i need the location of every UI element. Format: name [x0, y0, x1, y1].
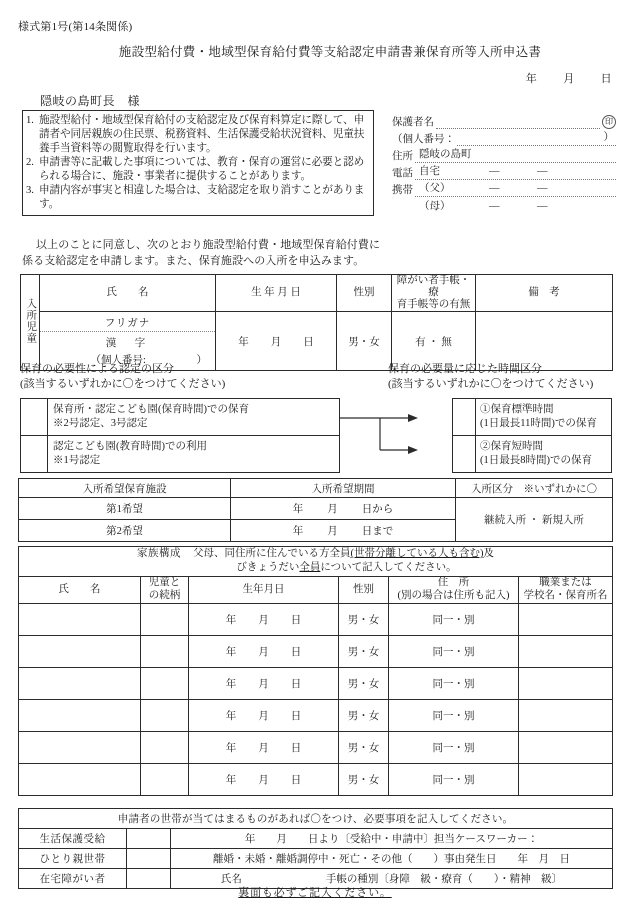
category-left-checkbox-1[interactable] — [21, 399, 48, 436]
family-dob-cell[interactable] — [189, 763, 339, 795]
guardian-mobile-label: 携帯 — [392, 185, 413, 196]
category-left-text-1-line1: 保育所・認定こども園(保育時間)での保育 — [53, 403, 249, 415]
tel-dash-2: ― — [537, 166, 548, 177]
household-head-row — [19, 809, 613, 829]
note-item-2 — [26, 156, 369, 184]
family-header-relation-line1: 児童と — [148, 577, 181, 589]
wish-period-to-day: 日まで — [361, 526, 394, 537]
family-sex-cell[interactable]: 男・女 — [339, 699, 389, 731]
table-row — [19, 763, 613, 795]
household-row-welfare — [19, 829, 613, 849]
family-address-cell[interactable]: 同一・別 — [389, 667, 519, 699]
guardian-address-input[interactable] — [415, 149, 616, 163]
guardian-mynumber-input[interactable] — [457, 132, 616, 146]
family-occupation-cell[interactable] — [519, 603, 613, 635]
household-value-welfare[interactable]: 年 月 日より〔受給中・申請中〕担当ケースワーカー： — [171, 829, 613, 849]
family-header-relation — [141, 576, 189, 603]
note-item-1 — [26, 114, 369, 156]
wish-header-facility: 入所希望保育施設 — [19, 479, 231, 498]
guardian-mobile-mother-row — [392, 197, 616, 214]
family-note-line1-underline: (世帯分離している人も含む) — [350, 548, 484, 559]
category-right-text-1-line2: (1日最長11時間)での保育 — [480, 418, 597, 429]
family-address-cell[interactable]: 同一・別 — [389, 603, 519, 635]
family-address-cell[interactable]: 同一・別 — [389, 731, 519, 763]
family-dob-month: 月 — [258, 678, 269, 690]
family-header-occupation-line2: 学校名・保育所名 — [523, 589, 608, 601]
family-header-address-line2: (別の場合は住所も記入) — [397, 589, 510, 601]
guardian-address-row — [392, 146, 616, 163]
guardian-address-label: 住所 — [392, 151, 413, 162]
family-header-name: 氏 名 — [19, 576, 141, 603]
child-table — [20, 274, 612, 371]
family-relation-cell[interactable] — [141, 699, 189, 731]
guardian-mobile-mother-label: （母） — [419, 201, 451, 212]
family-dob-day: 日 — [290, 646, 302, 658]
category-connector-arrows — [340, 398, 454, 468]
guardian-name-label: 保護者名 — [392, 117, 434, 128]
guardian-mynumber-label: （個人番号： — [392, 134, 455, 145]
child-header-handbook-line2: 育手帳等の有無 — [396, 299, 471, 311]
family-sex-cell[interactable]: 男・女 — [339, 603, 389, 635]
mobile-father-dash-2: ― — [537, 183, 548, 194]
note-number-1: 1. — [26, 115, 34, 126]
category-right-text-2-line2: (1日最長8時間)での保育 — [480, 455, 592, 466]
child-header-dob: 生 年 月 日 — [216, 275, 337, 312]
family-dob-cell[interactable] — [189, 603, 339, 635]
wish-header-row — [19, 479, 613, 498]
consent-line-2: 係る支給認定を申請します。また、保育施設への入所を申込みます。 — [22, 254, 365, 267]
family-note-line2-a: びきょうだい — [236, 562, 300, 574]
guardian-mobile-mother-input[interactable] — [415, 201, 616, 214]
date-year-label: 年 — [525, 73, 538, 85]
child-table-header-row — [21, 275, 613, 312]
form-number: 様式第1号(第14条関係) — [18, 21, 133, 33]
family-header-address — [389, 576, 519, 603]
family-occupation-cell[interactable] — [519, 763, 613, 795]
child-header-name: 氏 名 — [40, 275, 216, 312]
wish-period-to-year: 年 — [292, 526, 304, 537]
date-day-label: 日 — [600, 73, 612, 85]
family-dob-month: 月 — [258, 774, 269, 786]
guardian-mynumber-close: ） — [603, 132, 614, 143]
child-dob-month: 月 — [270, 336, 282, 348]
child-kanji-label: 漢 字 — [105, 338, 150, 350]
family-note-line2-b: について記入してください。 — [320, 562, 457, 574]
family-rows-body — [19, 603, 613, 795]
child-dob-year: 年 — [238, 336, 249, 348]
family-address-cell[interactable]: 同一・別 — [389, 635, 519, 667]
family-occupation-cell[interactable] — [519, 699, 613, 731]
family-occupation-cell[interactable] — [519, 635, 613, 667]
family-relation-cell[interactable] — [141, 603, 189, 635]
consent-line-1: 以上のことに同意し、次のとおり施設型給付費・地域型保育給付費に — [36, 239, 381, 251]
category-right-checkbox-1[interactable] — [453, 399, 476, 436]
family-note-label: 家族構成 — [137, 548, 182, 559]
family-header-sex: 性別 — [339, 576, 389, 603]
table-row — [19, 635, 613, 667]
guardian-tel-home-label: 自宅 — [419, 166, 440, 177]
note-text-3: 申請内容が事実と相違した場合は、支給認定を取り消すことがあります。 — [39, 184, 365, 210]
family-note-row — [19, 547, 613, 577]
wish-category-value[interactable]: 継続入所 ・ 新規入所 — [456, 498, 613, 542]
submission-date-line — [526, 70, 612, 86]
child-side-label: 入所児童 — [25, 298, 37, 345]
category-right-table — [452, 398, 612, 473]
category-left-text-2-line2: ※1号認定 — [53, 455, 101, 466]
family-dob-day: 日 — [290, 614, 302, 626]
guardian-mobile-father-input[interactable] — [415, 183, 616, 197]
wish-period-from-month: 月 — [327, 504, 338, 515]
family-dob-month: 月 — [258, 742, 269, 754]
category-left-title-line2: (該当するいずれかに〇をつけてください) — [20, 378, 226, 391]
guardian-mynumber-row — [392, 129, 616, 146]
date-month-label: 月 — [563, 73, 575, 85]
family-dob-cell[interactable] — [189, 731, 339, 763]
family-header-occupation — [519, 576, 613, 603]
guardian-tel-row — [392, 163, 616, 180]
family-sex-cell[interactable]: 男・女 — [339, 731, 389, 763]
category-right-text-2-line1: ②保育短時間 — [480, 440, 543, 452]
category-left-text-1-line2: ※2号認定、3号認定 — [53, 418, 148, 429]
child-header-handbook — [392, 275, 476, 312]
child-sex-cell[interactable]: 男・女 — [337, 312, 392, 371]
guardian-tel-home-input[interactable] — [415, 166, 616, 180]
guardian-name-input[interactable] — [436, 115, 600, 129]
family-dob-cell[interactable] — [189, 667, 339, 699]
category-right-title — [388, 362, 593, 393]
child-header-remarks: 備 考 — [476, 275, 613, 312]
guardian-address-value: 隠岐の島町 — [419, 149, 472, 160]
child-side-label-cell — [21, 275, 40, 371]
family-dob-day: 日 — [290, 678, 302, 690]
family-relation-cell[interactable] — [141, 635, 189, 667]
family-dob-month: 月 — [258, 614, 269, 626]
family-relation-cell[interactable] — [141, 731, 189, 763]
category-right-text-1-line1: ①保育標準時間 — [480, 403, 554, 415]
category-left-text-2-line1: 認定こども園(教育時間)での利用 — [53, 440, 207, 452]
family-note-line1-b: 及 — [483, 548, 495, 559]
guardian-tel-label: 電話 — [392, 168, 413, 179]
guardian-mobile-father-row — [392, 180, 616, 197]
category-right-title-line2: (該当するいずれかに〇をつけてください) — [388, 378, 594, 391]
consent-notes-box — [22, 110, 374, 216]
family-dob-year: 年 — [225, 710, 237, 722]
category-right-title-line1: 保育の必要量に応じた時間区分 — [388, 363, 542, 375]
family-header-row — [19, 576, 613, 603]
mobile-mother-dash-1: ― — [489, 201, 500, 212]
tel-dash-1: ― — [489, 166, 500, 177]
family-sex-cell[interactable]: 男・女 — [339, 667, 389, 699]
household-row-singleparent — [19, 849, 613, 869]
wish-header-period: 入所希望期間 — [231, 479, 456, 498]
note-number-2: 2. — [26, 156, 34, 168]
page-title: 施設型給付費・地域型保育給付費等支給認定申請書兼保育所等入所申込書 — [118, 45, 542, 59]
family-dob-year: 年 — [225, 614, 237, 626]
category-left-title-line1: 保育の必要性による認定の区分 — [20, 363, 174, 375]
household-head-text: 申請者の世帯が当てはまるものがあれば〇をつけ、必要事項を記入してください。 — [19, 809, 613, 829]
child-dob-cell[interactable] — [216, 312, 337, 371]
addressee: 隠岐の島町長 様 — [40, 94, 141, 108]
child-header-handbook-line1: 障がい者手帳・療 — [396, 275, 471, 299]
wish-period-from-year: 年 — [292, 504, 304, 515]
family-dob-month: 月 — [258, 646, 269, 658]
guardian-mobile-father-label: （父） — [419, 183, 451, 194]
child-furigana-label: フリガナ — [40, 315, 215, 332]
category-right-text-2 — [476, 436, 612, 473]
wish-period-to-month: 月 — [327, 526, 338, 537]
family-header-relation-line2: の続柄 — [148, 589, 181, 601]
wish-row-1 — [19, 498, 613, 520]
category-left-row-1 — [21, 399, 340, 436]
wish-facility-1[interactable]: 第1希望 — [19, 498, 231, 520]
family-dob-cell[interactable] — [189, 699, 339, 731]
family-dob-month: 月 — [258, 710, 269, 722]
guardian-info-block — [392, 112, 616, 214]
category-right-row-2 — [453, 436, 612, 473]
category-left-text-2 — [48, 436, 340, 473]
wish-period-from[interactable] — [231, 498, 456, 520]
household-check-singleparent[interactable] — [127, 849, 171, 869]
family-dob-year: 年 — [225, 742, 237, 754]
family-name-cell[interactable] — [19, 763, 141, 795]
family-name-cell[interactable] — [19, 667, 141, 699]
family-occupation-cell[interactable] — [519, 667, 613, 699]
family-relation-cell[interactable] — [141, 763, 189, 795]
category-right-row-1 — [453, 399, 612, 436]
table-row — [19, 731, 613, 763]
child-dob-day: 日 — [303, 336, 314, 348]
family-dob-year: 年 — [225, 646, 237, 658]
table-row — [19, 603, 613, 635]
family-name-cell[interactable] — [19, 635, 141, 667]
footer-note-text: 裏面も必ずご記入ください。 — [238, 887, 392, 899]
family-name-cell[interactable] — [19, 699, 141, 731]
household-check-welfare[interactable] — [127, 829, 171, 849]
family-composition-table — [18, 546, 612, 796]
family-dob-day: 日 — [290, 742, 302, 754]
family-header-address-line1: 住 所 — [437, 577, 470, 589]
mobile-father-dash-1: ― — [489, 183, 500, 194]
family-note-cell — [19, 547, 613, 577]
family-occupation-cell[interactable] — [519, 731, 613, 763]
category-left-checkbox-2[interactable] — [21, 436, 48, 473]
seal-icon: 印 — [602, 115, 616, 129]
household-value-singleparent[interactable]: 離婚・未婚・離婚調停中・死亡・その他（ ）事由発生日 年 月 日 — [171, 849, 613, 869]
guardian-name-row — [392, 112, 616, 129]
family-dob-day: 日 — [290, 774, 302, 786]
family-note-line1-a: 父母、同住所に住んでいる方全員 — [193, 548, 351, 559]
family-name-cell[interactable] — [19, 603, 141, 635]
household-label-disability: 在宅障がい者 — [19, 869, 127, 889]
category-left-row-2 — [21, 436, 340, 473]
household-value-disability[interactable]: 氏名 手帳の種別〔身障 級・療育（ ）・精神 級〕 — [171, 869, 613, 889]
family-header-occupation-line1: 職業または — [539, 577, 592, 589]
note-text-2: 申請書等に記載した事項については、教育・保育の運営に必要と認められる場合に、施設・事業者に提供することがあります。 — [39, 156, 365, 182]
household-label-welfare: 生活保護受給 — [19, 829, 127, 849]
table-row — [19, 699, 613, 731]
category-left-table — [20, 398, 340, 473]
family-dob-day: 日 — [290, 710, 302, 722]
family-address-cell[interactable]: 同一・別 — [389, 699, 519, 731]
family-relation-cell[interactable] — [141, 667, 189, 699]
category-left-title — [20, 362, 225, 393]
note-text-1: 施設型給付・地域型保育給付の支給認定及び保育料算定に際して、申請者や同居親族の住民票、税務資料、生活保護受給状況資料、児童扶養手当資料等の閲覧取得を行います。 — [39, 115, 365, 154]
wish-period-from-day: 日から — [361, 504, 394, 515]
category-right-checkbox-2[interactable] — [453, 436, 476, 473]
child-handbook-cell[interactable]: 有 ・ 無 — [392, 312, 476, 371]
family-sex-cell[interactable]: 男・女 — [339, 635, 389, 667]
household-label-singleparent: ひとり親世帯 — [19, 849, 127, 869]
wish-header-category: 入所区分 ※いずれかに〇 — [456, 479, 613, 498]
family-address-cell[interactable]: 同一・別 — [389, 763, 519, 795]
family-dob-year: 年 — [225, 678, 237, 690]
family-name-cell[interactable] — [19, 731, 141, 763]
category-left-text-1 — [48, 399, 340, 436]
consent-paragraph — [22, 238, 442, 270]
wish-period-to[interactable] — [231, 520, 456, 542]
note-item-3 — [26, 184, 369, 212]
note-number-3: 3. — [26, 184, 34, 196]
child-mynumber-text: （個人番号: — [90, 355, 146, 367]
family-header-dob: 生年月日 — [189, 576, 339, 603]
footer-note — [0, 884, 630, 900]
family-dob-year: 年 — [225, 774, 237, 786]
family-dob-cell[interactable] — [189, 635, 339, 667]
family-sex-cell[interactable]: 男・女 — [339, 763, 389, 795]
mobile-mother-dash-2: ― — [537, 201, 548, 212]
facility-wish-table — [18, 478, 612, 542]
family-note-line2-underline: 全員 — [299, 562, 321, 574]
category-right-text-1 — [476, 399, 612, 436]
household-status-table — [18, 808, 612, 889]
wish-facility-2[interactable]: 第2希望 — [19, 520, 231, 542]
table-row — [19, 667, 613, 699]
child-mynumber-close: ） — [196, 355, 207, 367]
child-header-sex: 性別 — [337, 275, 392, 312]
